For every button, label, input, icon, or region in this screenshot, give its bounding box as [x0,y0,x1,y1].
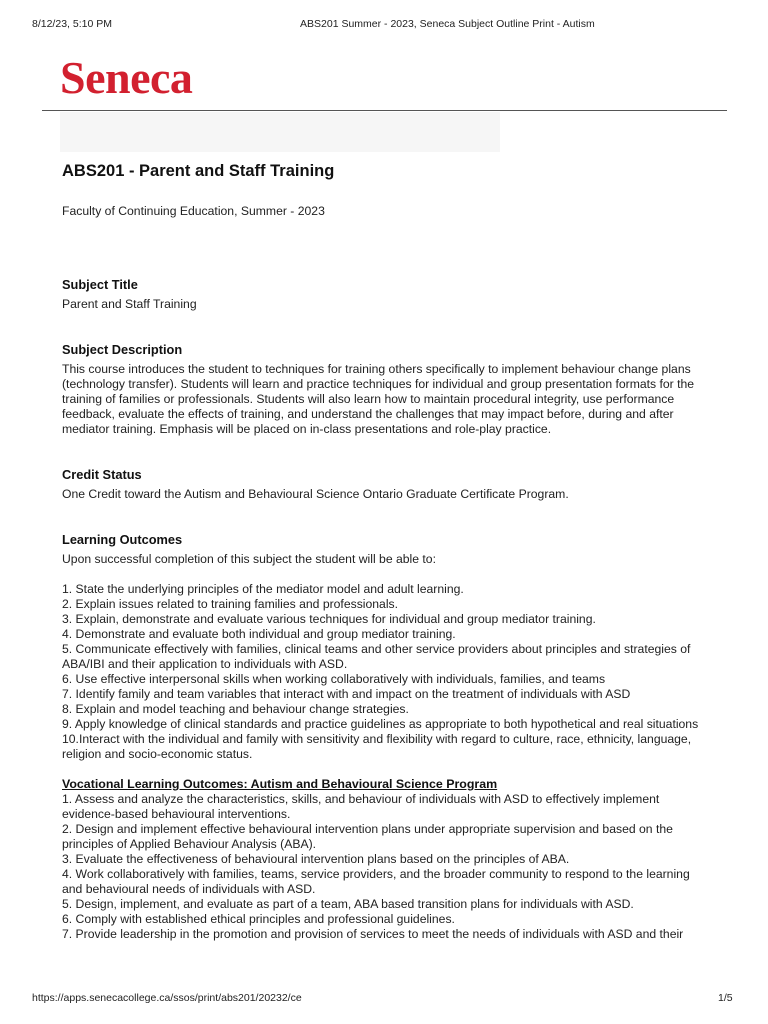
credit-status-text: One Credit toward the Autism and Behavioural Science Ontario Graduate Certificate Program. [62,487,569,501]
list-item: 5. Communicate effectively with families, clinical teams and other service providers about principles and strategies of ABA/IBI and their application to individuals with ASD. [62,642,691,671]
list-item: 6. Use effective interpersonal skills when working collaboratively with individuals, families, and teams [62,672,606,686]
learning-outcomes-intro: Upon successful completion of this subject the student will be able to: [62,552,436,566]
list-item: 1. State the underlying principles of the mediator model and adult learning. [62,582,464,596]
subject-description-heading: Subject Description [62,342,183,357]
document-body [62,160,708,942]
list-item: 7. Provide leadership in the promotion and provision of services to meet the needs of individuals with ASD and their [62,927,684,941]
list-item: 8. Explain and model teaching and behaviour change strategies. [62,702,409,716]
vocational-outcomes-heading: Vocational Learning Outcomes: Autism and Behavioural Science Program [62,777,498,791]
logo-band [60,112,500,152]
vocational-outcomes-list [62,792,708,942]
header-divider [42,110,727,111]
list-item: 5. Design, implement, and evaluate as part of a team, ABA based transition plans for individuals with ASD. [62,897,634,911]
list-item: 3. Explain, demonstrate and evaluate various techniques for individual and group mediator training. [62,612,596,626]
list-item: 1. Assess and analyze the characteristics, skills, and behaviour of individuals with ASD to effectively implement evidence-based behavioural interventions. [62,792,660,821]
credit-status-heading: Credit Status [62,467,142,482]
list-item: 4. Demonstrate and evaluate both individual and group mediator training. [62,627,456,641]
page-number: 1/5 [718,992,733,1004]
page-title: ABS201 - Parent and Staff Training [62,162,335,180]
list-item: 3. Evaluate the effectiveness of behavioural intervention plans based on the principles of ABA. [62,852,570,866]
print-url: https://apps.senecacollege.ca/ssos/print/abs201/20232/ce [32,992,302,1004]
list-item: 4. Work collaboratively with families, teams, service providers, and the broader community to respond to the learning and behavioural needs of individuals with ASD. [62,867,690,896]
subject-title-section [62,277,708,312]
subject-title-heading: Subject Title [62,277,138,292]
learning-outcomes-heading: Learning Outcomes [62,532,183,547]
learning-outcomes-list [62,582,708,762]
subject-description-section [62,342,708,437]
list-item: 2. Explain issues related to training families and professionals. [62,597,399,611]
learning-outcomes-section [62,532,708,762]
list-item: 10.Interact with the individual and family with sensitivity and flexibility with regard to culture, race, ethnicity, language, religion and socio-economic status. [62,732,692,761]
print-datetime: 8/12/23, 5:10 PM [32,18,112,30]
faculty-line: Faculty of Continuing Education, Summer - 2023 [62,204,325,218]
subject-title-text: Parent and Staff Training [62,297,197,311]
vocational-outcomes-section [62,777,708,942]
list-item: 6. Comply with established ethical principles and professional guidelines. [62,912,455,926]
seneca-logo: Seneca [60,52,193,103]
list-item: 9. Apply knowledge of clinical standards and practice guidelines as appropriate to both hypothetical and real situations [62,717,699,731]
subject-description-text: This course introduces the student to techniques for training others specifically to implement behaviour change plans (technology transfer). Students will learn and practice techniques for individual and group presentation formats for the training of families or professionals. Students will also learn how to maintain procedural integrity, use performance feedback, evaluate the effects of training, and understand the challenges that may impact before, during and after mediator training. Emphasis will be placed on in-class presentations and role-play practice. [62,362,695,436]
credit-status-section [62,467,708,502]
list-item: 7. Identify family and team variables that interact with and impact on the treatment of individuals with ASD [62,687,631,701]
list-item: 2. Design and implement effective behavioural intervention plans under appropriate supervision and based on the principles of Applied Behaviour Analysis (ABA). [62,822,673,851]
print-doc-title: ABS201 Summer - 2023, Seneca Subject Outline Print - Autism [300,18,595,30]
